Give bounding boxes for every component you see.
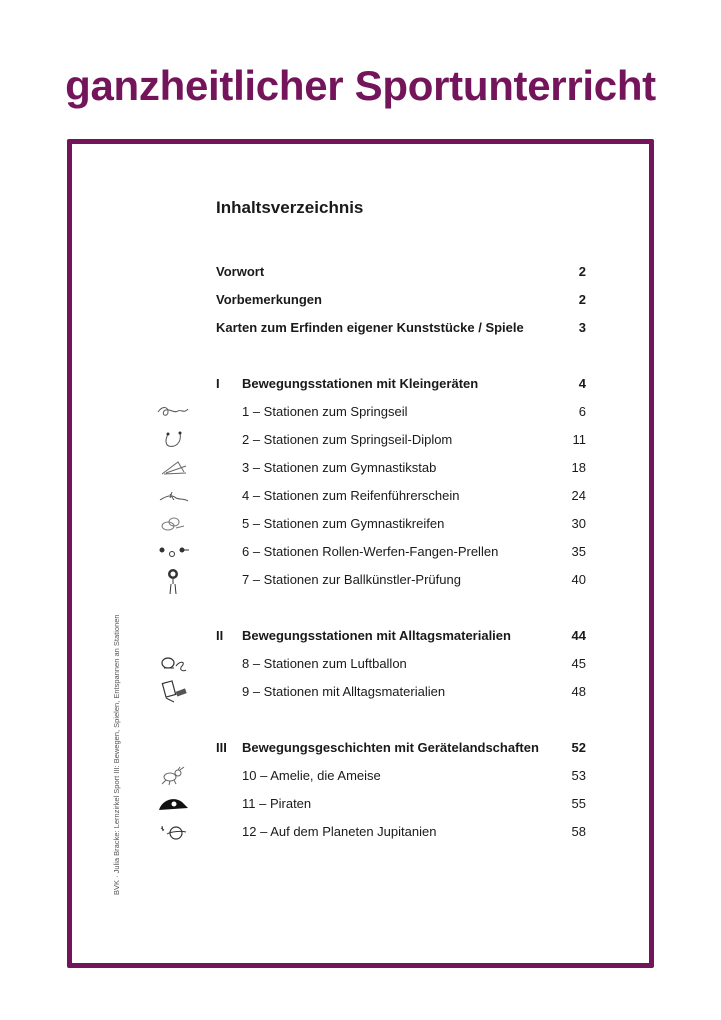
toc-entry-page: 48 — [571, 684, 586, 699]
toc-entry-vorbemerkungen[interactable] — [150, 290, 586, 310]
toc-entry[interactable] — [150, 430, 586, 450]
toc-section-2[interactable] — [150, 626, 586, 646]
toc-entry-page: 6 — [578, 404, 586, 419]
section-numeral: III — [216, 740, 227, 755]
toc-heading: Inhaltsverzeichnis — [216, 198, 364, 217]
toc-entry-page: 55 — [571, 796, 586, 811]
toc-section-1[interactable] — [150, 374, 586, 394]
toc-entry-label: 9 – Stationen mit Alltagsmaterialien — [242, 684, 446, 699]
toc-entry-page: 3 — [578, 320, 586, 335]
toc-entry-page: 35 — [571, 544, 586, 559]
side-credit-note: BVK · Julia Bracke: Lernzirkel Sport III: Bewegen, Spielen, Entspannen an Stationen — [112, 614, 121, 895]
gymnastics-sticks-icon — [156, 456, 190, 480]
toc-entry-label: 10 – Amelie, die Ameise — [242, 768, 381, 783]
toc-entry-page: 58 — [571, 824, 586, 839]
section-label: Bewegungsstationen mit Kleingeräten — [242, 376, 479, 391]
toc-entry[interactable] — [150, 458, 586, 478]
toc-entry[interactable] — [150, 402, 586, 422]
toc-entry[interactable] — [150, 654, 586, 674]
toc-entry[interactable] — [150, 766, 586, 786]
toc-entry-label: 8 – Stationen zum Luftballon — [242, 656, 407, 671]
section-page: 52 — [571, 740, 586, 755]
toc-entry-label: 11 – Piraten — [242, 796, 312, 811]
section-label: Bewegungsstationen mit Alltagsmaterialien — [242, 628, 511, 643]
section-numeral: I — [216, 376, 220, 391]
gymnastics-hoops-icon — [156, 512, 190, 536]
toc-entry[interactable] — [150, 570, 586, 590]
everyday-materials-icon — [156, 678, 190, 706]
toc-entry-page: 45 — [571, 656, 586, 671]
section-page: 44 — [571, 628, 586, 643]
ant-icon — [156, 764, 190, 788]
hoop-icon — [156, 484, 190, 508]
toc-entry-page: 2 — [578, 292, 586, 307]
toc-entry-label: Vorbemerkungen — [216, 292, 322, 307]
toc-entry-label: 1 – Stationen zum Springseil — [242, 404, 408, 419]
toc-entry-label: 2 – Stationen zum Springseil-Diplom — [242, 432, 453, 447]
toc-entry-page: 40 — [571, 572, 586, 587]
toc-entry[interactable] — [150, 542, 586, 562]
section-label: Bewegungsgeschichten mit Gerätelandschaften — [242, 740, 539, 755]
section-numeral: II — [216, 628, 224, 643]
toc-entry-page: 53 — [571, 768, 586, 783]
toc-entry[interactable] — [150, 682, 586, 702]
ball-artist-icon — [156, 566, 190, 596]
toc-entry-label: Vorwort — [216, 264, 265, 279]
toc-entry[interactable] — [150, 486, 586, 506]
toc-entry-page: 30 — [571, 516, 586, 531]
toc-entry-label: 6 – Stationen Rollen-Werfen-Fangen-Prellen — [242, 544, 499, 559]
toc-entry-label: 4 – Stationen zum Reifenführerschein — [242, 488, 460, 503]
toc-entry-label: 5 – Stationen zum Gymnastikreifen — [242, 516, 445, 531]
balloon-icon — [156, 652, 190, 676]
toc-entry-label: 3 – Stationen zum Gymnastikstab — [242, 460, 437, 475]
jump-rope-handles-icon — [156, 428, 190, 452]
section-page: 4 — [578, 376, 586, 391]
toc-entry[interactable] — [150, 822, 586, 842]
balls-icon — [156, 540, 190, 564]
jump-rope-icon — [156, 400, 190, 424]
toc-entry[interactable] — [150, 514, 586, 534]
toc-section-3[interactable] — [150, 738, 586, 758]
toc-entry-page: 2 — [578, 264, 586, 279]
pirate-hat-icon — [156, 792, 190, 816]
planet-icon — [156, 820, 190, 844]
toc-entry-label: 12 – Auf dem Planeten Jupitanien — [242, 824, 437, 839]
toc-entry-label: Karten zum Erfinden eigener Kunststücke / Spiele — [216, 320, 524, 335]
toc-entry-vorwort[interactable] — [150, 262, 586, 282]
page-title: ganzheitlicher Sportunterricht — [65, 62, 656, 109]
toc-entry-label: 7 – Stationen zur Ballkünstler-Prüfung — [242, 572, 461, 587]
toc-entry[interactable] — [150, 794, 586, 814]
toc-entry-karten[interactable] — [150, 318, 586, 338]
toc-entry-page: 11 — [572, 432, 586, 447]
toc-entry-page: 18 — [571, 460, 586, 475]
toc-entry-page: 24 — [571, 488, 586, 503]
